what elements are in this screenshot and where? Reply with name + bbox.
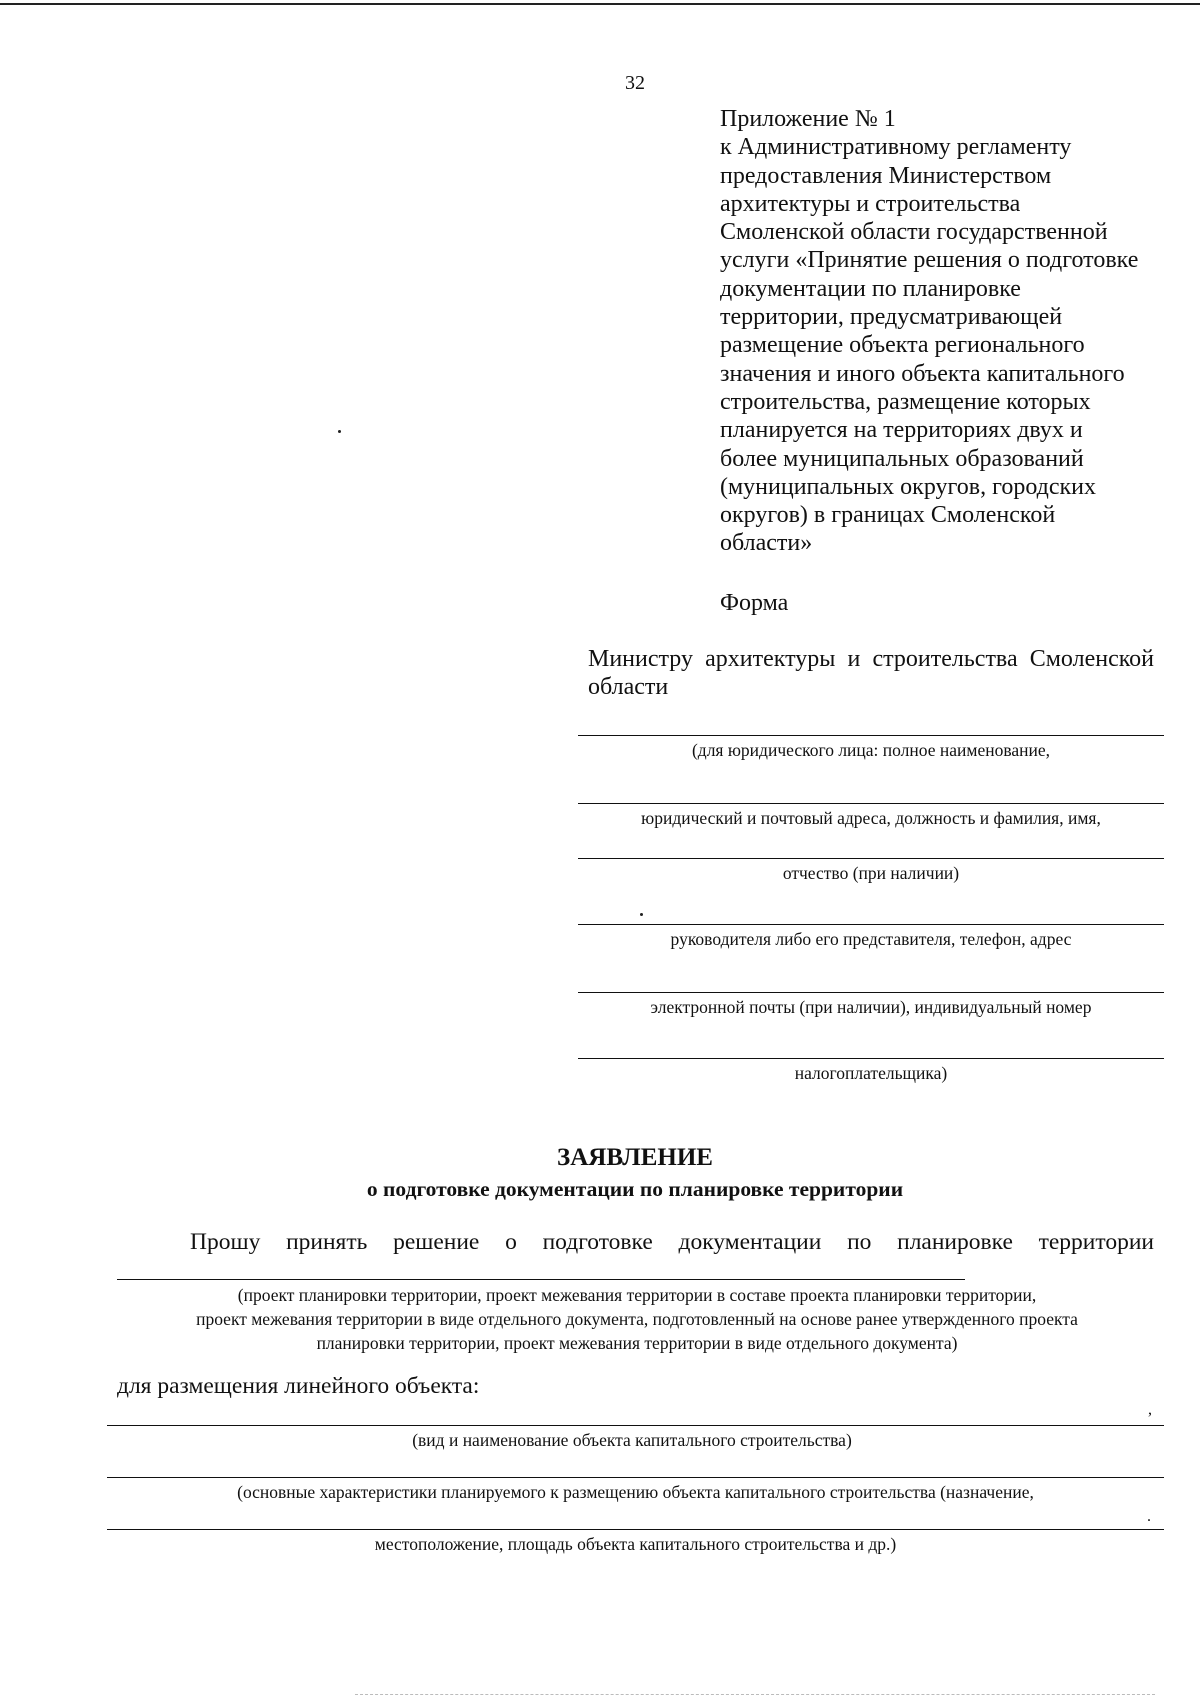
request-word: территории bbox=[1038, 1229, 1154, 1255]
statement-title: ЗАЯВЛЕНИЕ bbox=[557, 1144, 713, 1171]
appendix-line: области» bbox=[720, 530, 813, 557]
statement-subtitle: о подготовке документации по планировке территории bbox=[366, 1177, 904, 1201]
appendix-line: (муниципальных округов, городских bbox=[720, 473, 1096, 500]
characteristics-caption: (основные характеристики планируемого к размещению объекта капитального строительства (назначение, bbox=[237, 1482, 1034, 1502]
request-sentence bbox=[190, 1229, 1154, 1256]
applicant-caption: налогоплательщика) bbox=[794, 1063, 948, 1083]
request-word: о bbox=[505, 1229, 517, 1255]
request-word: подготовке bbox=[542, 1229, 653, 1255]
applicant-field-line[interactable] bbox=[578, 992, 1164, 993]
appendix-line: документации по планировке bbox=[720, 275, 1021, 302]
doc-type-caption bbox=[110, 1283, 1164, 1355]
appendix-line: планируется на территориях двух и bbox=[720, 417, 1083, 444]
appendix-note bbox=[720, 105, 1190, 558]
appendix-line: округов) в границах Смоленской bbox=[720, 502, 1056, 529]
scan-speck bbox=[338, 430, 341, 433]
applicant-field-line[interactable] bbox=[578, 1058, 1164, 1059]
scan-border-top bbox=[0, 3, 1200, 5]
applicant-caption: (для юридического лица: полное наименование, bbox=[691, 740, 1051, 760]
appendix-line: размещение объекта регионального bbox=[720, 332, 1085, 359]
doc-type-caption-line: проект межевания территории в виде отдельного документа, подготовленный на основе ранее утвержденного проекта bbox=[196, 1309, 1078, 1329]
appendix-line: более муниципальных образований bbox=[720, 445, 1084, 472]
applicant-field-line[interactable] bbox=[578, 858, 1164, 859]
appendix-line: услуги «Принятие решения о подготовке bbox=[720, 247, 1139, 274]
appendix-line: Приложение № 1 bbox=[720, 106, 896, 132]
request-word: Прошу bbox=[190, 1229, 261, 1255]
doc-type-caption-line: планировки территории, проект межевания территории в виде отдельного документа) bbox=[316, 1333, 958, 1353]
appendix-line: территории, предусматривающей bbox=[720, 304, 1063, 331]
statement-heading bbox=[0, 1142, 1200, 1204]
form-label: Форма bbox=[720, 590, 789, 616]
applicant-caption: юридический и почтовый адреса, должность и фамилия, имя, bbox=[641, 808, 1101, 828]
appendix-line: Смоленской области государственной bbox=[720, 219, 1108, 246]
request-word: планировке bbox=[897, 1229, 1013, 1255]
period-mark: . bbox=[1147, 1508, 1151, 1525]
addressee: Министру архитектуры и строительства Смоленской области bbox=[588, 646, 1154, 700]
appendix-line: архитектуры и строительства bbox=[720, 190, 1021, 217]
characteristics-caption: местоположение, площадь объекта капитального строительства и др.) bbox=[374, 1534, 897, 1554]
appendix-line: значения и иного объекта капитального bbox=[720, 360, 1125, 387]
applicant-field-line[interactable] bbox=[578, 924, 1164, 925]
comma-mark: , bbox=[1148, 1401, 1152, 1418]
applicant-caption: электронной почты (при наличии), индивидуальный номер bbox=[650, 997, 1092, 1017]
scan-speck bbox=[640, 913, 643, 916]
appendix-line: к Административному регламенту bbox=[720, 134, 1072, 161]
page-number: 32 bbox=[625, 72, 645, 94]
applicant-field-line[interactable] bbox=[578, 803, 1164, 804]
appendix-line: предоставления Министерством bbox=[720, 162, 1052, 189]
characteristics-field-line[interactable] bbox=[107, 1529, 1164, 1530]
applicant-caption: руководителя либо его представителя, телефон, адрес bbox=[670, 929, 1072, 949]
appendix-line: строительства, размещение которых bbox=[720, 388, 1091, 415]
request-word: принять bbox=[286, 1229, 368, 1255]
request-word: решение bbox=[393, 1229, 480, 1255]
applicant-field-line[interactable] bbox=[578, 735, 1164, 736]
characteristics-field-line[interactable] bbox=[107, 1477, 1164, 1478]
linear-object-label: для размещения линейного объекта: bbox=[117, 1373, 480, 1399]
applicant-caption: отчество (при наличии) bbox=[782, 863, 960, 883]
scan-border-bottom bbox=[355, 1694, 1155, 1695]
request-word: по bbox=[847, 1229, 872, 1255]
doc-type-caption-line: (проект планировки территории, проект межевания территории в составе проекта планировки территории, bbox=[237, 1285, 1037, 1305]
request-word: документации bbox=[678, 1229, 822, 1255]
object-field-line[interactable] bbox=[107, 1425, 1164, 1426]
object-caption: (вид и наименование объекта капитального строительства) bbox=[412, 1430, 852, 1450]
doc-type-field-line[interactable] bbox=[117, 1279, 965, 1280]
